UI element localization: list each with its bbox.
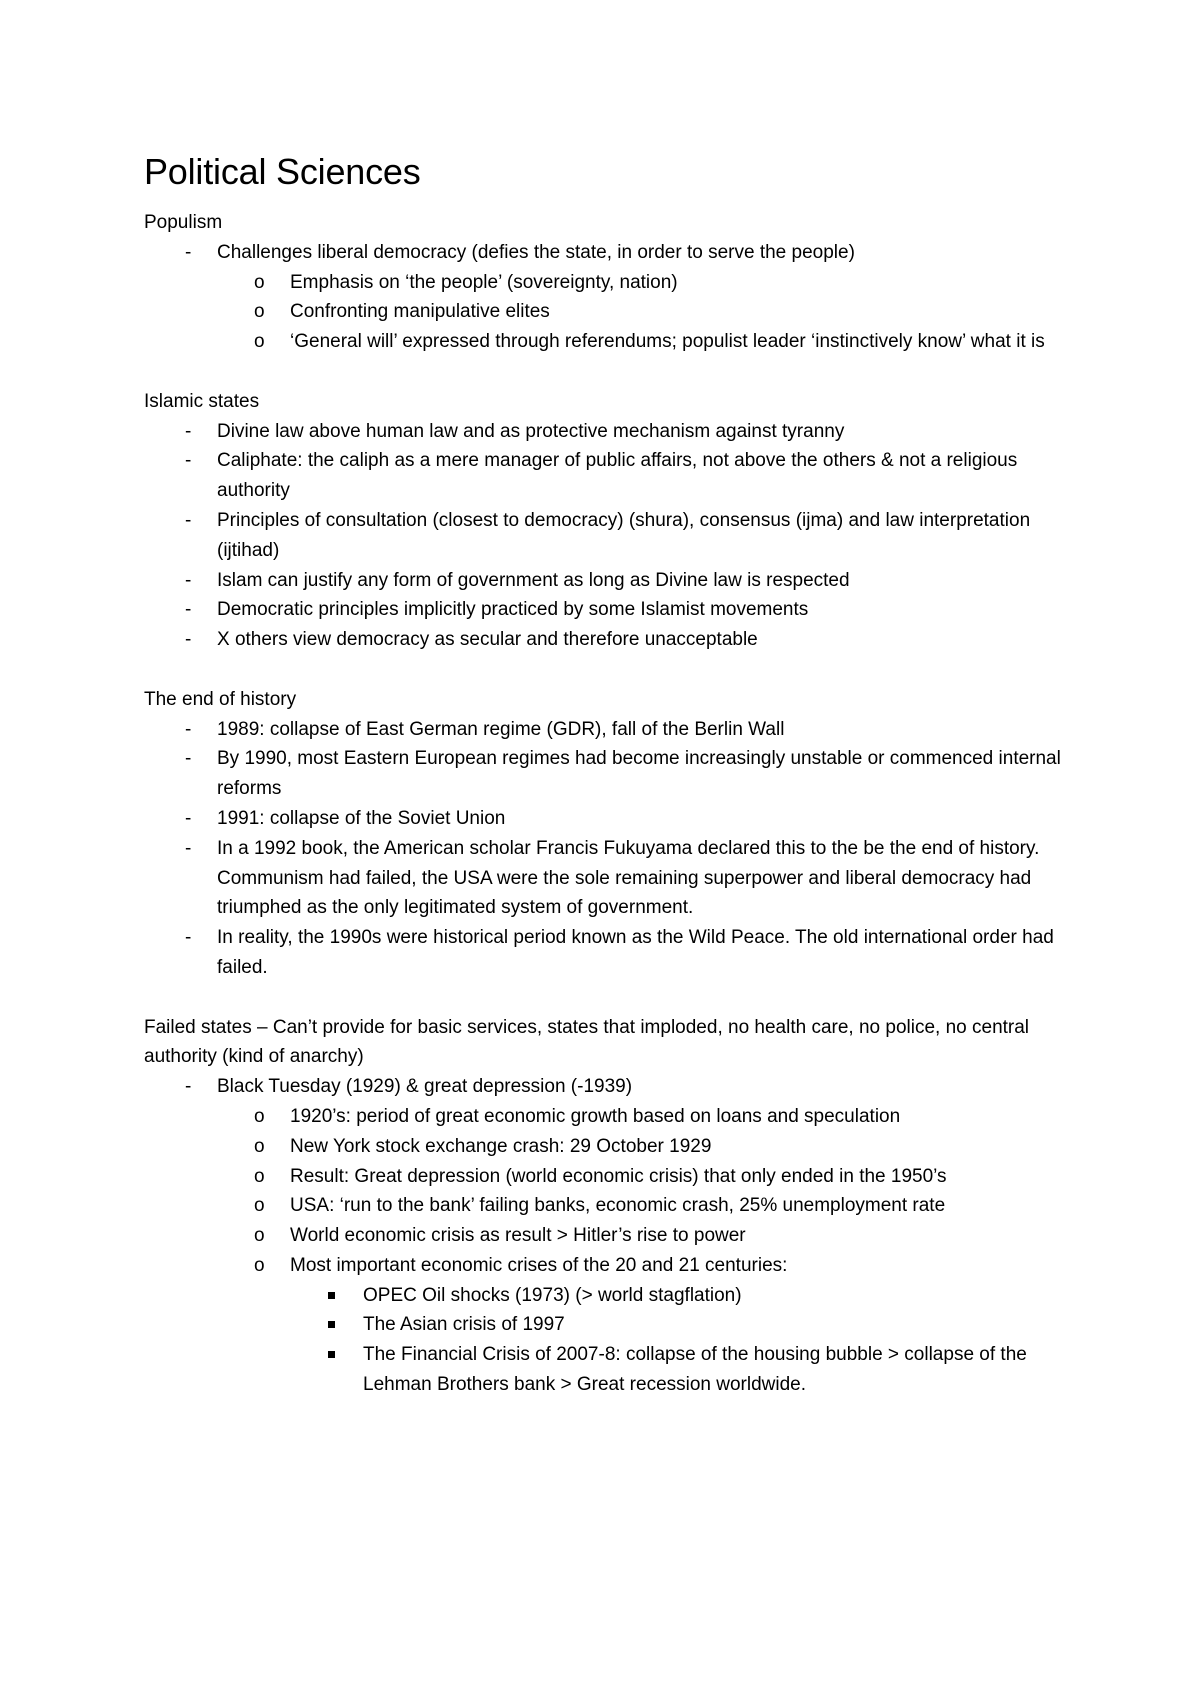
- list-item: [144, 566, 1080, 596]
- list-item: [144, 268, 1080, 298]
- section-heading: Islamic states: [144, 390, 260, 412]
- list-item: [144, 506, 1080, 566]
- list-item-text: 1991: collapse of the Soviet Union: [217, 807, 506, 829]
- list-item-text: Democratic principles implicitly practiced by some Islamist movements: [217, 599, 809, 621]
- list-item: [144, 1340, 1080, 1400]
- list-item: [144, 1162, 1080, 1192]
- list-item: [144, 625, 1080, 655]
- dash-bullet: -: [185, 599, 192, 621]
- list-item-text: Emphasis on ‘the people’ (sovereignty, nation): [290, 271, 678, 293]
- section-heading: Failed states – Can’t provide for basic services, states that imploded, no health care, no police, no central authority (kind of anarchy): [144, 1016, 1030, 1068]
- list-item: [144, 1072, 1080, 1102]
- list-item-text: Caliphate: the caliph as a mere manager of public affairs, not above the others & not a religious authority: [217, 450, 1018, 502]
- circle-bullet: o: [254, 301, 265, 323]
- list-item-text: In a 1992 book, the American scholar Francis Fukuyama declared this to the be the end of history. Communism had failed, the USA were the sole remaining superpower and liberal democracy had triumphed as the only legitimated system of government.: [217, 837, 1040, 919]
- bullet-list: [144, 1072, 1080, 1400]
- circle-bullet: o: [254, 1254, 265, 1276]
- circle-bullet: o: [254, 1135, 265, 1157]
- bullet-list: [144, 238, 1080, 357]
- dash-bullet: -: [185, 450, 192, 472]
- list-item-text: ‘General will’ expressed through referendums; populist leader ‘instinctively know’ what it is: [290, 331, 1045, 353]
- list-item-text: 1989: collapse of East German regime (GDR), fall of the Berlin Wall: [217, 718, 785, 740]
- page-title: Political Sciences: [144, 151, 421, 192]
- list-item-text: Result: Great depression (world economic crisis) that only ended in the 1950’s: [290, 1165, 947, 1187]
- circle-bullet: o: [254, 1195, 265, 1217]
- list-item-text: The Financial Crisis of 2007-8: collapse of the housing bubble > collapse of the Lehman Brothers bank > Great recession worldwide.: [363, 1344, 1027, 1396]
- list-item-text: Black Tuesday (1929) & great depression (-1939): [217, 1076, 633, 1098]
- list-item-text: By 1990, most Eastern European regimes had become increasingly unstable or commenced internal reforms: [217, 748, 1061, 800]
- list-item: [144, 417, 1080, 447]
- section-heading: The end of history: [144, 688, 297, 710]
- list-item-text: Islam can justify any form of government as long as Divine law is respected: [217, 569, 850, 591]
- list-item: [144, 327, 1080, 357]
- circle-bullet: o: [254, 1105, 265, 1127]
- list-item-text: X others view democracy as secular and therefore unacceptable: [217, 629, 758, 651]
- list-item-text: In reality, the 1990s were historical period known as the Wild Peace. The old international order had failed.: [217, 927, 1054, 978]
- list-item-text: Principles of consultation (closest to democracy) (shura), consensus (ijma) and law interpretation (ijtihad): [217, 509, 1031, 561]
- list-item: [144, 744, 1080, 804]
- circle-bullet: o: [254, 1165, 265, 1187]
- list-item: [144, 1251, 1080, 1281]
- list-item-text: New York stock exchange crash: 29 October 1929: [290, 1135, 712, 1157]
- section-end-of-history: [144, 685, 1080, 983]
- list-item: [144, 923, 1080, 983]
- list-item: [144, 1281, 1080, 1311]
- list-item-text: Challenges liberal democracy (defies the state, in order to serve the people): [217, 241, 855, 263]
- list-item-text: OPEC Oil shocks (1973) (> world stagflation): [363, 1284, 742, 1306]
- list-item-text: 1920’s: period of great economic growth based on loans and speculation: [290, 1105, 901, 1127]
- bullet-list: [144, 417, 1080, 655]
- list-item: [144, 297, 1080, 327]
- list-item-text: Divine law above human law and as protective mechanism against tyranny: [217, 420, 845, 442]
- list-item-text: Confronting manipulative elites: [290, 301, 550, 323]
- dash-bullet: -: [185, 1076, 192, 1098]
- list-item: [144, 238, 1080, 268]
- dash-bullet: -: [185, 569, 192, 591]
- dash-bullet: -: [185, 927, 192, 949]
- circle-bullet: o: [254, 331, 265, 353]
- section-populism: [144, 208, 1080, 357]
- list-item: [144, 446, 1080, 506]
- list-item: [144, 1132, 1080, 1162]
- list-item-text: USA: ‘run to the bank’ failing banks, economic crash, 25% unemployment rate: [290, 1195, 946, 1217]
- section-heading: Populism: [144, 212, 223, 233]
- list-item-text: The Asian crisis of 1997: [363, 1314, 565, 1336]
- dash-bullet: -: [185, 807, 192, 829]
- section-failed-states: [144, 1013, 1080, 1400]
- list-item-text: World economic crisis as result > Hitler’s rise to power: [290, 1225, 746, 1247]
- dash-bullet: -: [185, 420, 192, 442]
- section-islamic-states: [144, 387, 1080, 655]
- bullet-list: [144, 715, 1080, 983]
- circle-bullet: o: [254, 1225, 265, 1247]
- list-item: [144, 834, 1080, 923]
- dash-bullet: -: [185, 718, 192, 740]
- list-item: [144, 1310, 1080, 1340]
- list-item: [144, 1221, 1080, 1251]
- dash-bullet: -: [185, 509, 192, 531]
- list-item: [144, 715, 1080, 745]
- dash-bullet: -: [185, 629, 192, 651]
- list-item-text: Most important economic crises of the 20 and 21 centuries:: [290, 1254, 788, 1276]
- list-item: [144, 1102, 1080, 1132]
- list-item: [144, 595, 1080, 625]
- dash-bullet: -: [185, 748, 192, 770]
- list-item: [144, 804, 1080, 834]
- dash-bullet: -: [185, 241, 192, 263]
- circle-bullet: o: [254, 271, 265, 293]
- dash-bullet: -: [185, 837, 192, 859]
- list-item: [144, 1191, 1080, 1221]
